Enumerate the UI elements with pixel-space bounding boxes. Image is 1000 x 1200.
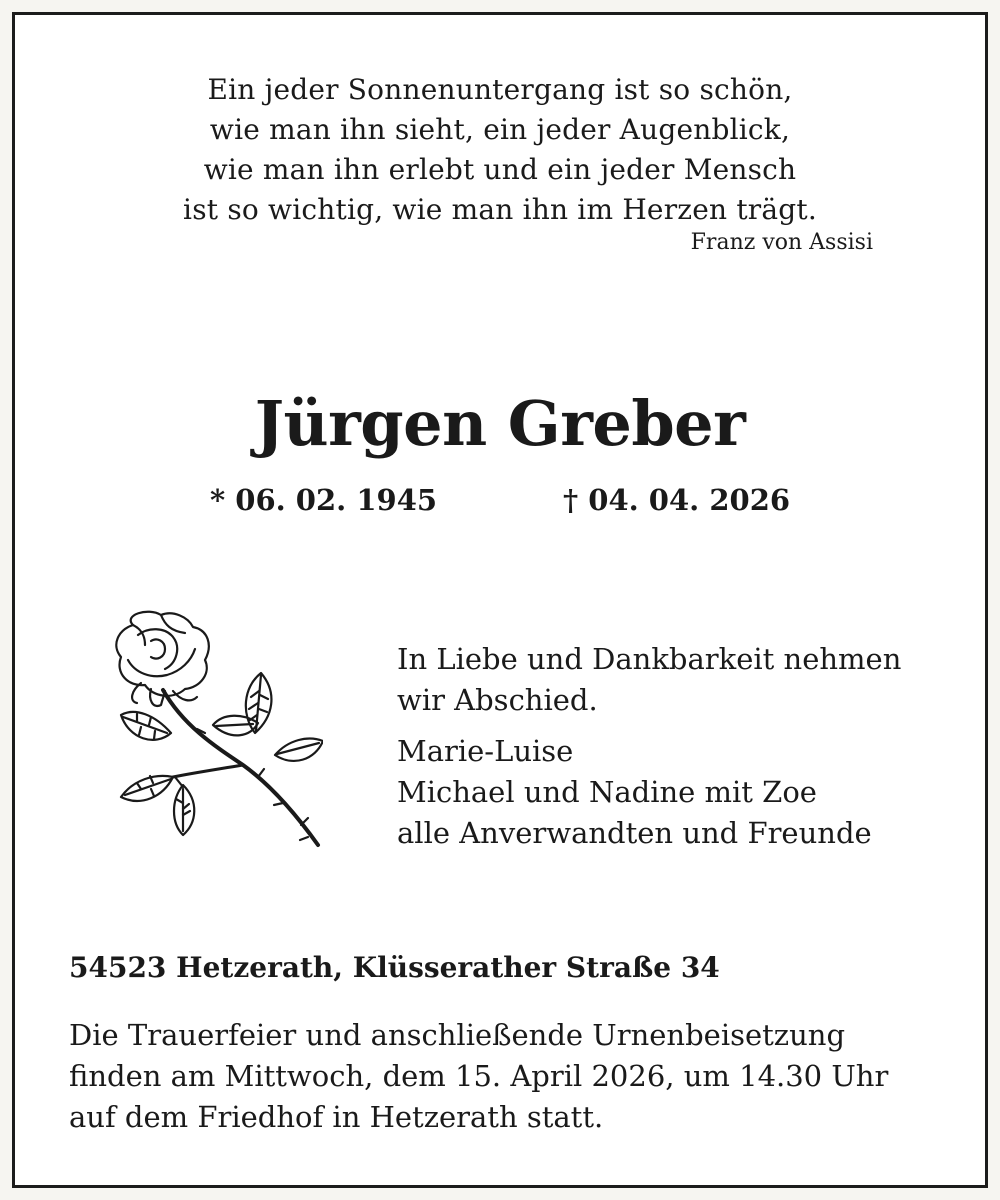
service-info (69, 1015, 969, 1138)
rose-icon (93, 605, 323, 855)
service-line: Die Trauerfeier und anschließende Urnenbeisetzung (69, 1018, 846, 1052)
farewell-text (397, 639, 967, 854)
mourner: Michael und Nadine mit Zoe (397, 775, 817, 809)
service-line: finden am Mittwoch, dem 15. April 2026, um 14.30 Uhr (69, 1059, 889, 1093)
service-line: auf dem Friedhof in Hetzerath statt. (69, 1100, 604, 1134)
deceased-name: Jürgen Greber (254, 387, 746, 460)
poem-line: ist so wichtig, wie man ihn im Herzen trägt. (183, 193, 817, 226)
obituary-frame (12, 12, 988, 1188)
birth-date: * 06. 02. 1945 (210, 483, 438, 517)
death-date: † 04. 04. 2026 (563, 483, 791, 517)
poem-line: wie man ihn erlebt und ein jeder Mensch (203, 153, 797, 186)
mourner: Marie-Luise (397, 734, 574, 768)
farewell-line: In Liebe und Dankbarkeit nehmen (397, 642, 902, 676)
poem-line: Ein jeder Sonnenuntergang ist so schön, (207, 73, 793, 106)
mourner: alle Anverwandten und Freunde (397, 816, 872, 850)
address: 54523 Hetzerath, Klüsserather Straße 34 (69, 951, 720, 984)
poem-line: wie man ihn sieht, ein jeder Augenblick, (209, 113, 791, 146)
farewell-line: wir Abschied. (397, 683, 598, 717)
poem-author: Franz von Assisi (690, 230, 873, 255)
poem (15, 70, 985, 230)
